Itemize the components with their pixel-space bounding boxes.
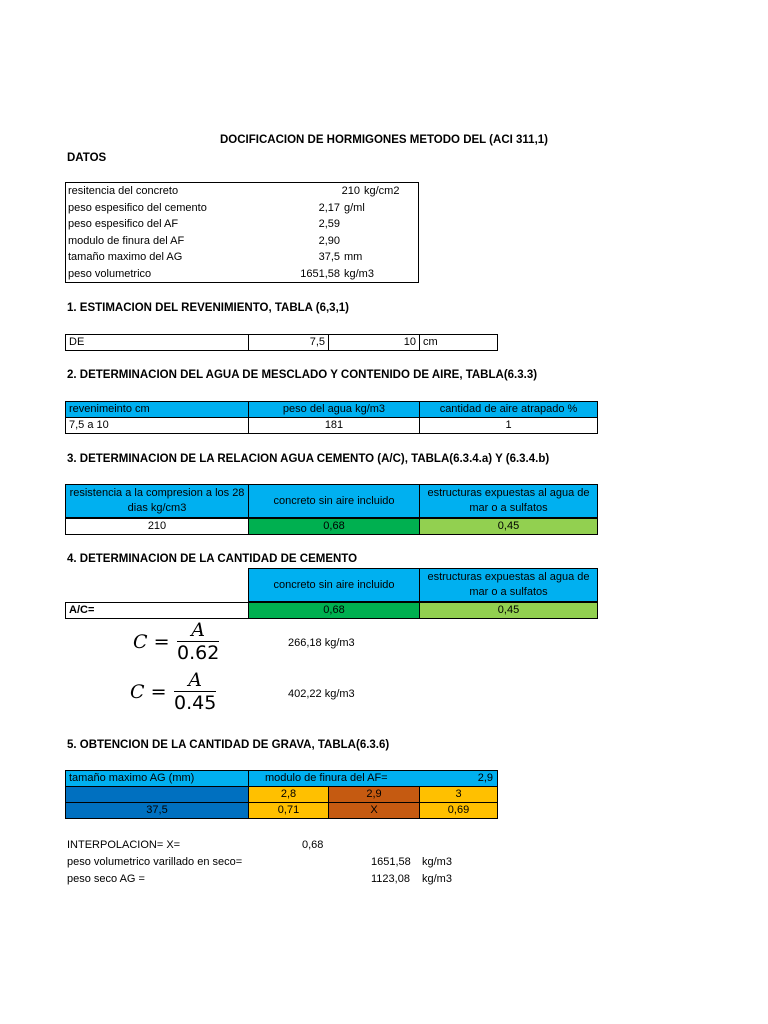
s2-cell-revenimiento: 7,5 a 10: [65, 417, 249, 434]
datos-unit-cell: g/ml: [344, 202, 365, 214]
datos-unit-cell: mm: [344, 251, 363, 263]
s1-value1-cell: 7,5: [248, 334, 329, 351]
s1-value2-cell: 10: [328, 334, 420, 351]
s4-cell-sin-aire: 0,68: [248, 602, 420, 619]
s5-modulo-3: 3: [419, 786, 498, 803]
datos-table: [65, 182, 419, 283]
cement-result-1: 266,18 kg/m3: [288, 637, 355, 649]
datos-value-cell: 2,90: [318, 235, 340, 247]
s3-header-sin-aire: concreto sin aire incluido: [248, 484, 420, 518]
formula-lhs: C =: [133, 630, 170, 653]
s3-cell-resistencia: 210: [65, 518, 249, 535]
s5-modulo-1: 2,8: [248, 786, 329, 803]
datos-label-cell: peso espesifico del cemento: [68, 202, 207, 214]
datos-label-cell: peso volumetrico: [68, 268, 152, 280]
result-value-peso-volumetrico: 1651,58: [371, 856, 411, 868]
formula-numerator: A: [191, 619, 206, 641]
formula-fraction: [177, 620, 219, 663]
result-label-peso-seco: peso seco AG =: [67, 873, 145, 885]
datos-value-cell: 2,59: [318, 218, 340, 230]
result-value-peso-seco: 1123,08: [371, 873, 410, 885]
s5-header-tamano: tamaño maximo AG (mm): [65, 770, 249, 787]
result-label-peso-volumetrico: peso volumetrico varillado en seco=: [67, 856, 243, 868]
formula-lhs: C =: [130, 680, 167, 703]
datos-unit-cell: kg/m3: [344, 268, 374, 280]
section-4-heading: 4. DETERMINACION DE LA CANTIDAD DE CEMENTO: [67, 553, 358, 565]
datos-row: [68, 216, 418, 232]
document-title: DOCIFICACION DE HORMIGONES METODO DEL (ACI 311,1): [219, 134, 548, 146]
datos-unit-cell: kg/cm2: [364, 185, 400, 197]
datos-label: DATOS: [67, 152, 107, 164]
result-value-interpolacion: 0,68: [302, 839, 324, 851]
s4-cell-ac-label: A/C=: [65, 602, 249, 619]
s3-header-expuestas: estructuras expuestas al agua de mar o a sulfatos: [419, 484, 598, 518]
datos-value-cell: 1651,58: [300, 268, 340, 280]
s3-cell-sin-aire: 0,68: [248, 518, 420, 535]
result-label-interpolacion: INTERPOLACION= X=: [67, 839, 181, 851]
datos-row: [68, 266, 418, 282]
s5-blank-cell: [65, 786, 249, 803]
s2-header-revenimiento: revenimeinto cm: [65, 401, 249, 418]
formula-fraction: [174, 670, 216, 713]
datos-label-cell: tamaño maximo del AG: [68, 251, 183, 263]
datos-value-cell: 2,17: [318, 202, 340, 214]
datos-label-cell: peso espesifico del AF: [68, 218, 179, 230]
datos-row: [68, 233, 418, 249]
s5-cell-tamano: 37,5: [65, 802, 249, 819]
s2-header-peso-agua: peso del agua kg/m3: [248, 401, 420, 418]
datos-label-cell: modulo de finura del AF: [68, 235, 185, 247]
s2-header-aire: cantidad de aire atrapado %: [419, 401, 598, 418]
datos-value-cell: 37,5: [318, 251, 340, 263]
datos-value-cell: 210: [341, 185, 360, 197]
formula-numerator: A: [188, 669, 203, 691]
section-5-heading: 5. OBTENCION DE LA CANTIDAD DE GRAVA, TABLA(6.3.6): [67, 739, 390, 751]
datos-row: [68, 183, 418, 199]
s2-cell-aire: 1: [419, 417, 598, 434]
s4-cell-expuestas: 0,45: [419, 602, 598, 619]
datos-row: [68, 200, 418, 216]
section-2-heading: 2. DETERMINACION DEL AGUA DE MESCLADO Y CONTENIDO DE AIRE, TABLA(6.3.3): [67, 369, 538, 381]
s3-cell-expuestas: 0,45: [419, 518, 598, 535]
s5-header-modulo-label: modulo de finura del AF=: [265, 772, 388, 784]
s1-unit-cell: cm: [419, 334, 498, 351]
s4-header-expuestas: estructuras expuestas al agua de mar o a sulfatos: [419, 568, 598, 602]
result-unit-peso-volumetrico: kg/m3: [422, 856, 452, 868]
s5-cell-vol-x: X: [328, 802, 420, 819]
cement-result-2: 402,22 kg/m3: [288, 688, 355, 700]
s5-modulo-2: 2,9: [328, 786, 420, 803]
cement-formula-1: [133, 620, 219, 663]
s5-cell-vol-3: 0,69: [419, 802, 498, 819]
s5-header-modulo-value: 2,9: [477, 772, 493, 784]
formula-denominator: 0.62: [177, 642, 220, 664]
section-1-heading: 1. ESTIMACION DEL REVENIMIENTO, TABLA (6,3,1): [67, 302, 349, 314]
s4-header-sin-aire: concreto sin aire incluido: [248, 568, 420, 602]
s3-header-resistencia: resistencia a la compresion a los 28 dias kg/cm3: [65, 484, 249, 518]
datos-label-cell: resitencia del concreto: [68, 185, 179, 197]
result-unit-peso-seco: kg/m3: [422, 873, 452, 885]
s5-header-modulo: [248, 770, 498, 787]
datos-row: [68, 249, 418, 265]
s1-de-cell: DE: [65, 334, 249, 351]
cement-formula-2: [130, 670, 216, 713]
s5-cell-vol-1: 0,71: [248, 802, 329, 819]
formula-denominator: 0.45: [174, 692, 217, 714]
s2-cell-peso-agua: 181: [248, 417, 420, 434]
section-3-heading: 3. DETERMINACION DE LA RELACION AGUA CEMENTO (A/C), TABLA(6.3.4.a) Y (6.3.4.b): [67, 453, 550, 465]
